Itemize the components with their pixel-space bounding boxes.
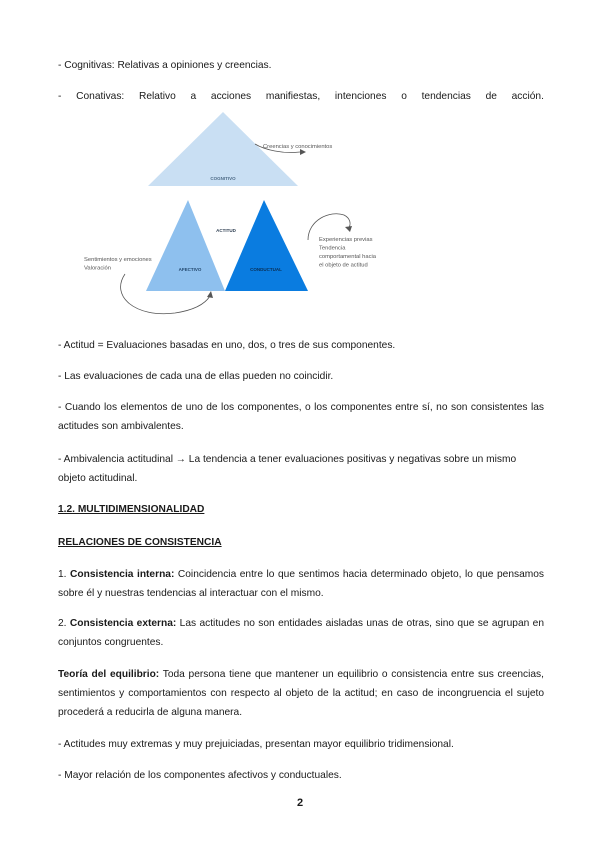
actitud-label: ACTITUD [216, 228, 236, 233]
bullet-ambivalentes: - Cuando los elementos de uno de los componentes, o los componentes entre sí, no son consistentes las actitudes son ambivalentes. [58, 402, 544, 432]
note-experiencias [319, 237, 378, 269]
teoria-equilibrio [58, 665, 544, 722]
conativas-word: - [58, 91, 62, 102]
note-sentimientos [84, 257, 153, 272]
conativas-word: acciones [210, 91, 252, 102]
conductual-triangle [225, 200, 308, 291]
section-subheading: RELACIONES DE CONSISTENCIA [58, 537, 222, 548]
bullet-evaluaciones: - Las evaluaciones de cada una de ellas pueden no coincidir. [58, 371, 334, 382]
note-creencias: Creencias y conocimientos [263, 144, 333, 150]
item-consistencia-interna [58, 565, 544, 603]
conativas-line [58, 87, 544, 106]
conativas-word: a [190, 91, 197, 102]
conativas-word: Conativas: [76, 91, 125, 102]
item1-title: Consistencia interna: [70, 569, 175, 580]
section-heading: 1.2. MULTIDIMENSIONALIDAD [58, 504, 205, 515]
bullet-extremas: - Actitudes muy extremas y muy prejuiciadas, presentan mayor equilibrio tridimensional. [58, 739, 454, 750]
note-experiencias-line3: comportamental hacia [319, 254, 377, 260]
conativas-word: tendencias [421, 91, 471, 102]
note-experiencias-line1: Experiencias previas [319, 237, 373, 243]
note-experiencias-line4: el objeto de actitud [319, 262, 368, 269]
item2-number: 2. [58, 618, 67, 629]
conductual-label: CONDUCTUAL [250, 267, 282, 272]
cognitivas-line: - Cognitivas: Relativas a opiniones y creencias. [58, 60, 272, 71]
item1-text: Coincidencia entre lo que sentimos hacia determinado objeto, lo que pensamos sobre él y nuestras tendencias al interactuar con el mismo. [58, 569, 544, 599]
teoria-title: Teoría del equilibrio: [58, 669, 160, 680]
item1-number: 1. [58, 569, 67, 580]
afectivo-label: AFECTIVO [178, 267, 202, 272]
conativas-word: intenciones [334, 91, 387, 102]
teoria-text: Toda persona tiene que mantener un equilibrio o consistencia entre sus creencias, sentimientos y comportamientos con respecto al objeto de la actitud; en caso de incongruencia el sujeto procederá a reducirla de alguna manera. [58, 669, 544, 718]
page-number: 2 [296, 797, 304, 809]
cognitivo-label: COGNITIVO [210, 176, 236, 181]
bullet-actitud: - Actitud = Evaluaciones basadas en uno, dos, o tres de sus componentes. [58, 340, 396, 351]
item2-title: Consistencia externa: [69, 618, 177, 629]
attitude-components-diagram [80, 108, 377, 333]
note-experiencias-line2: Tendencia [319, 245, 346, 252]
item2-text: Las actitudes no son entidades aisladas unas de otras, sino que se agrupan en conjuntos congruentes. [58, 618, 544, 648]
conativas-word: Relativo [138, 91, 176, 102]
conativas-word: o [401, 91, 407, 102]
bullet-relacion: - Mayor relación de los componentes afectivos y conductuales. [58, 770, 342, 781]
note-sentimientos-line1: Sentimientos y emociones [84, 257, 152, 263]
bullet-ambivalencia: - Ambivalencia actitudinal → La tendencia a tener evaluaciones positivas y negativas sobre un mismo objeto actitudinal. [58, 454, 517, 484]
conativas-word: de [485, 91, 497, 102]
item-consistencia-externa [58, 614, 544, 652]
arrow-head-sentimientos [207, 291, 213, 298]
conativas-word: manifiestas, [265, 91, 321, 102]
afectivo-triangle [146, 200, 225, 291]
arrow-head-experiencias [345, 226, 352, 232]
note-sentimientos-line2: Valoración [84, 265, 111, 272]
conativas-word: acción. [511, 91, 544, 102]
